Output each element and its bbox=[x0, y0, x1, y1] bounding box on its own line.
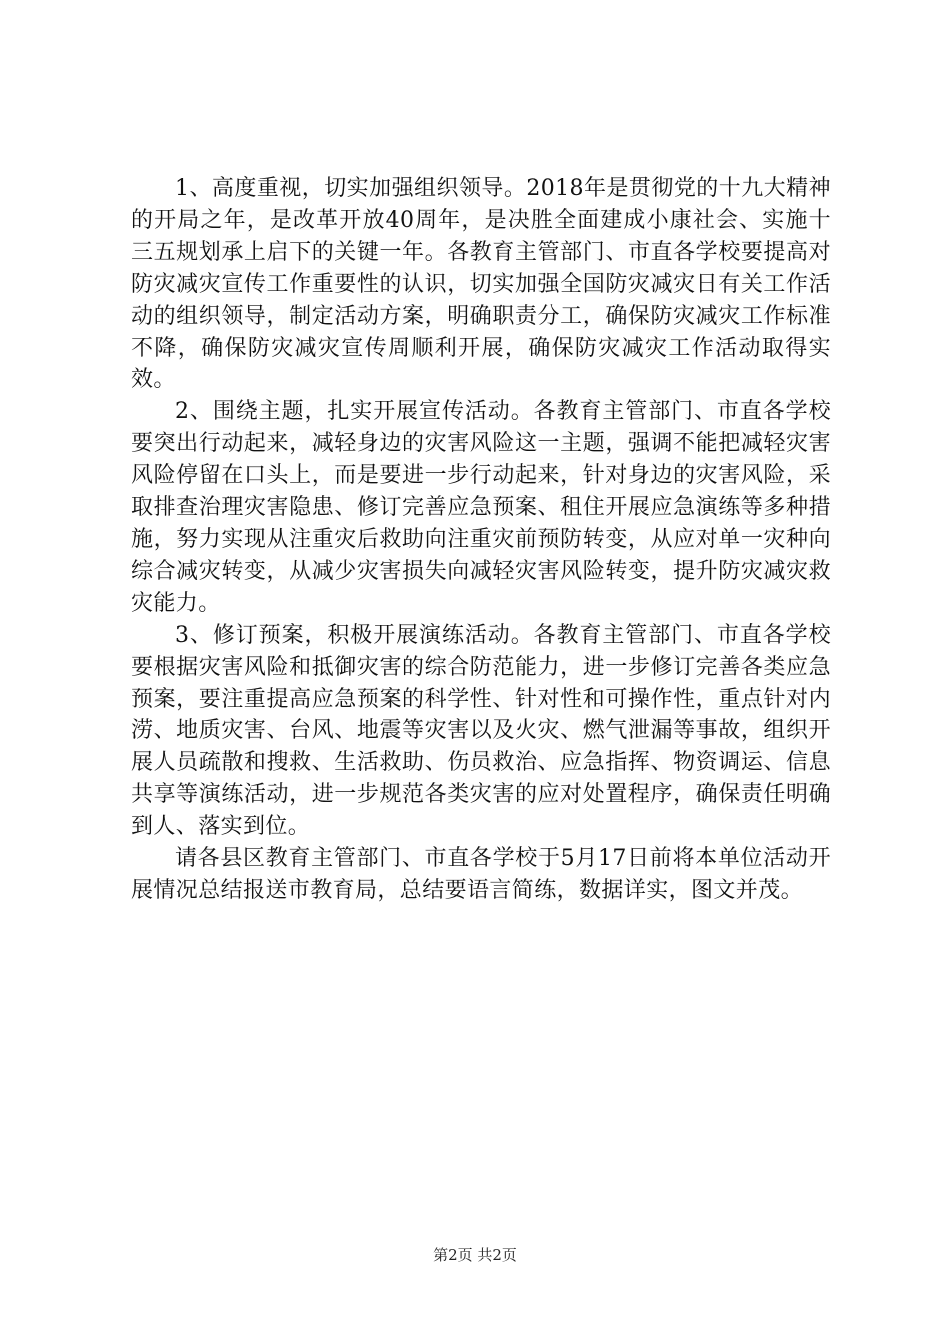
document-body bbox=[131, 173, 831, 907]
paragraph-drill-activities: 3、修订预案，积极开展演练活动。各教育主管部门、市直各学校要根据灾害风险和抵御灾害的综合防范能力，进一步修订完善各类应急预案，要注重提高应急预案的科学性、针对性和可操作性，重点针对内涝、地质灾害、台风、地震等灾害以及火灾、燃气泄漏等事故，组织开展人员疏散和搜救、生活救助、伤员救治、应急指挥、物资调运、信息共享等演练活动，进一步规范各类灾害的应对处置程序，确保责任明确到人、落实到位。 bbox=[131, 622, 831, 840]
paragraph-publicity-activities: 2、围绕主题，扎实开展宣传活动。各教育主管部门、市直各学校要突出行动起来，减轻身边的灾害风险这一主题，强调不能把减轻灾害风险停留在口头上，而是要进一步行动起来，针对身边的灾害风险，采取排查治理灾害隐患、修订完善应急预案、租住开展应急演练等多种措施，努力实现从注重灾后救助向注重灾前预防转变，从应对单一灾种向综合减灾转变，从减少灾害损失向减轻灾害风险转变，提升防灾减灾救灾能力。 bbox=[131, 399, 831, 616]
paragraph-organization-leadership: 1、高度重视，切实加强组织领导。2018年是贯彻党的十九大精神的开局之年，是改革开放40周年，是决胜全面建成小康社会、实施十三五规划承上启下的关键一年。各教育主管部门、市直各学校要提高对防灾减灾宣传工作重要性的认识，切实加强全国防灾减灾日有关工作活动的组织领导，制定活动方案，明确职责分工，确保防灾减灾工作标准不降，确保防灾减灾宣传周顺利开展，确保防灾减灾工作活动取得实效。 bbox=[131, 176, 831, 393]
page-number-footer: 第2页 共2页 bbox=[433, 1246, 517, 1264]
paragraph-summary-request: 请各县区教育主管部门、市直各学校于5月17日前将本单位活动开展情况总结报送市教育局，总结要语言简练，数据详实，图文并茂。 bbox=[131, 846, 831, 903]
